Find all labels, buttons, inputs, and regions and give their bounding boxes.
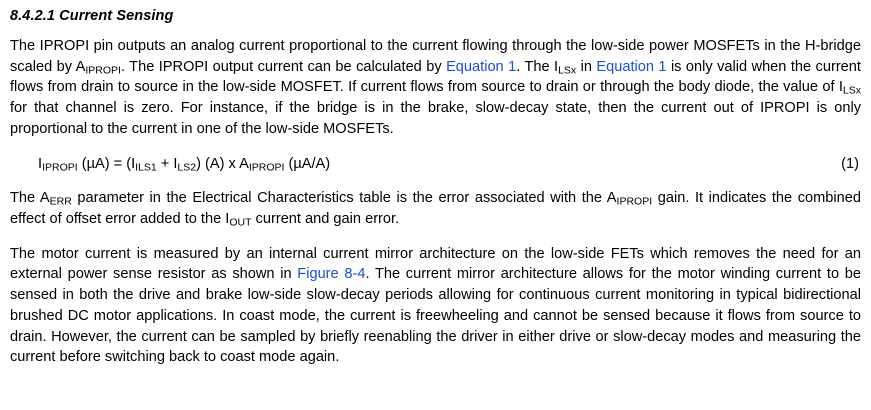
section-heading: 8.4.2.1 Current Sensing <box>10 8 174 24</box>
paragraph-current-mirror <box>10 244 861 368</box>
equation-number: (1) <box>841 155 859 172</box>
subscript-aipropi: IPROPI <box>616 195 653 208</box>
link-equation-1-second[interactable]: Equation 1 <box>596 58 667 75</box>
paragraph-3-text-part-2: . The current mirror architecture allows for the motor winding current to be sensed in both the drive and brake low-side slow-decay periods allowing for continuous current monitoring in typical bidirectional brushed DC motor applications. In coast mode, the current is freewheeling and cannot be sensed because it flows from source to drain. However, the current can be sampled by briefly reenabling the driver in either drive or slow-decay modes and measuring the current before switching back to coast mode again. <box>10 266 862 366</box>
equation-expression <box>38 156 330 172</box>
subscript-aerr: ERR <box>49 195 72 208</box>
paragraph-1-text-part-1: The IPROPI pin outputs an analog current proportional to the current flowing through the low-side power MOSFETs in the H-bridge scaled by A <box>10 38 861 75</box>
paragraph-3-text-part-1: The motor current is measured by an internal current mirror architecture on the low-side FETs which removes the need for an external power sense resistor as shown in <box>10 245 861 283</box>
paragraph-1-text-part-4: in <box>576 58 597 75</box>
paragraph-current-sensing-intro <box>10 36 861 140</box>
paragraph-aerr-parameter <box>10 188 861 229</box>
paragraph-2-text-part-4: current and gain error. <box>251 211 400 228</box>
equation-operator-plus: + I <box>156 155 178 172</box>
paragraph-1-text-part-6: for that channel is zero. For instance, if the bridge is in the brake, slow-decay state, then the current out of IPROPI is only proportional to the current in one of the low-side MOSFETs. <box>10 100 861 137</box>
equation-tail: ) (A) x A <box>196 155 249 172</box>
subscript-iout: OUT <box>229 216 252 229</box>
equation-term2-subscript: LS2 <box>177 161 197 174</box>
paragraph-1-text-part-5: is only valid when the current flows from drain to source in the low-side MOSFET. If current flows from source to drain or through the body diode, the value of I <box>10 58 861 96</box>
subscript-iPROPI-1: IPROPI <box>85 64 121 77</box>
subscript-lsx-2: LSx <box>842 85 861 98</box>
equation-lhs-symbol: I <box>38 155 43 172</box>
equation-term1-subscript: ILS1 <box>135 161 157 174</box>
equation-lhs-subscript: IPROPI <box>42 161 78 174</box>
paragraph-1-text-part-3: . The I <box>516 58 559 75</box>
paragraph-2-text-part-1: The A <box>10 190 50 207</box>
equation-gain-units: (µA/A) <box>284 155 331 172</box>
paragraph-1-text-part-2: . The IPROPI output current can be calculated by <box>120 58 447 75</box>
subscript-lsx-1: LSx <box>558 64 577 77</box>
equation-lhs-units: (µA) = (I <box>77 155 136 172</box>
paragraph-2-text-part-2: parameter in the Electrical Characteristics table is the error associated with the A <box>71 190 617 207</box>
equation-block <box>10 154 861 175</box>
link-equation-1-first[interactable]: Equation 1 <box>446 58 517 75</box>
paragraph-2-text-part-3: gain. It indicates the combined effect of offset error added to the I <box>10 190 861 228</box>
equation-gain-subscript: IPROPI <box>248 161 285 174</box>
link-figure-8-4[interactable]: Figure 8-4 <box>297 266 366 283</box>
